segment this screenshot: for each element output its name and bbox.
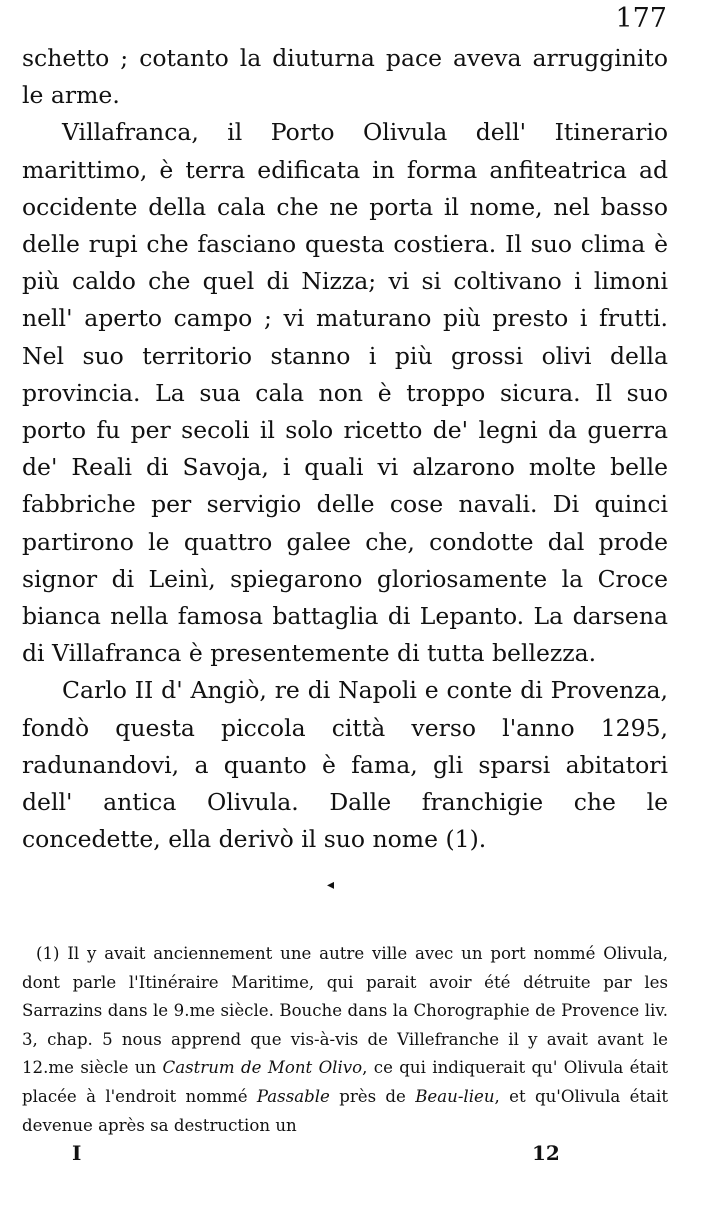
ornament-mark: ◂	[327, 877, 335, 893]
paragraph-continuation: schetto ; cotanto la diuturna pace aveva arrugginito le arme.	[22, 44, 668, 110]
footnote-text-part3: près de	[339, 1086, 406, 1106]
footnote-1	[22, 940, 668, 1140]
footnote-block	[22, 940, 668, 1140]
footnote-beaulieu: Beau-lieu	[415, 1086, 495, 1106]
signature-left: I	[72, 1141, 82, 1165]
footnote-reference: (1).	[445, 825, 487, 854]
footnote-text-part2: , ce qui indiquerait qu' Olivula était placée à l'endroit nommé	[22, 1058, 668, 1106]
paragraph-carlo	[22, 672, 668, 858]
paragraph-carlo-text: Carlo II d' Angiò, re di Napoli e conte di Provenza, fondò questa piccola città verso l'anno 1295, radunandovi, a quanto è fama, gli sparsi abitatori dell' antica Olivula. Dalle franchigie che le concedette, ella derivò il suo nome	[22, 676, 668, 854]
footnote-passable: Passable	[256, 1086, 330, 1106]
footnote-text-part4: , et qu'Olivula était devenue après sa destruction un	[22, 1086, 669, 1135]
footnote-text-part1: (1) Il y avait anciennement une autre ville avec un port nommé Olivula, dont parle l'Itinéraire Maritime, qui parait avoir été détruite par les Sarrazins dans le 9.me siècle. Bouche dans la Chorographie de Provence liv. 3, chap. 5 nous apprend que vis-à-vis de Villefranche il y avait avant le 12.me siècle un	[22, 944, 668, 1078]
signature-right: 12	[532, 1141, 560, 1165]
footnote-castrum: Castrum de Mont Olivo	[162, 1058, 363, 1078]
page-number: 177	[615, 3, 667, 34]
main-text	[22, 40, 668, 858]
paragraph-villafranca: Villafranca, il Porto Olivula dell' Itinerario marittimo, è terra edificata in forma anfiteatrica ad occidente della cala che ne porta il nome, nel basso delle rupi che fasciano questa costiera. Il suo clima è più caldo che quel di Nizza; vi si coltivano i limoni nell' aperto campo ; vi maturano più presto i frutti. Nel suo territorio stanno i più grossi olivi della provincia. La sua cala non è troppo sicura. Il suo porto fu per secoli il solo ricetto de' legni da guerra de' Reali di Savoja, i quali vi alzarono molte belle fabbriche per servigio delle cose navali. Di quinci partirono le quattro galee che, condotte dal prode signor di Leinì, spiegarono gloriosamente la Croce bianca nella famosa battaglia di Lepanto. La darsena di Villafranca è presentemente di tutta bellezza.	[22, 118, 668, 668]
